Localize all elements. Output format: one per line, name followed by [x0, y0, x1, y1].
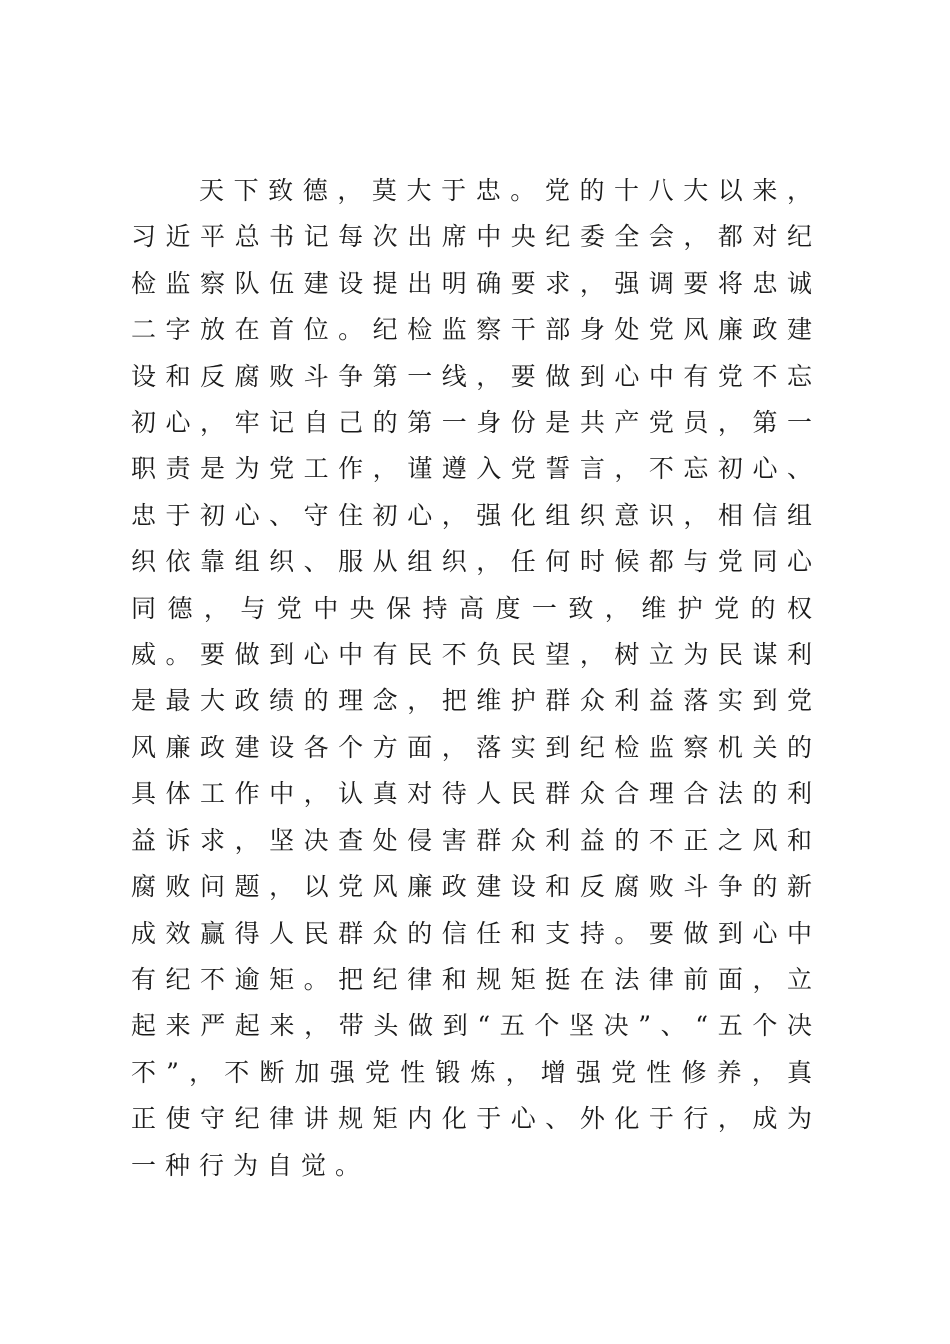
- body-paragraph: 天下致德，莫大于忠。党的十八大以来，习近平总书记每次出席中央纪委全会，都对纪检监察队伍建设提出明确要求，强调要将忠诚二字放在首位。纪检监察干部身处党风廉政建设和反腐败斗争第一线，要做到心中有党不忘初心，牢记自己的第一身份是共产党员，第一职责是为党工作，谨遵入党誓言，不忘初心、忠于初心、守住初心，强化组织意识，相信组织依靠组织、服从组织，任何时候都与党同心同德，与党中央保持高度一致，维护党的权威。要做到心中有民不负民望，树立为民谋利是最大政绩的理念，把维护群众利益落实到党风廉政建设各个方面，落实到纪检监察机关的具体工作中，认真对待人民群众合理合法的利益诉求，坚决查处侵害群众利益的不正之风和腐败问题，以党风廉政建设和反腐败斗争的新成效赢得人民群众的信任和支持。要做到心中有纪不逾矩。把纪律和规矩挺在法律前面，立起来严起来，带头做到“五个坚决”、“五个决不”，不断加强党性锻炼，增强党性修养，真正使守纪律讲规矩内化于心、外化于行，成为一种行为自觉。: [131, 176, 821, 1180]
